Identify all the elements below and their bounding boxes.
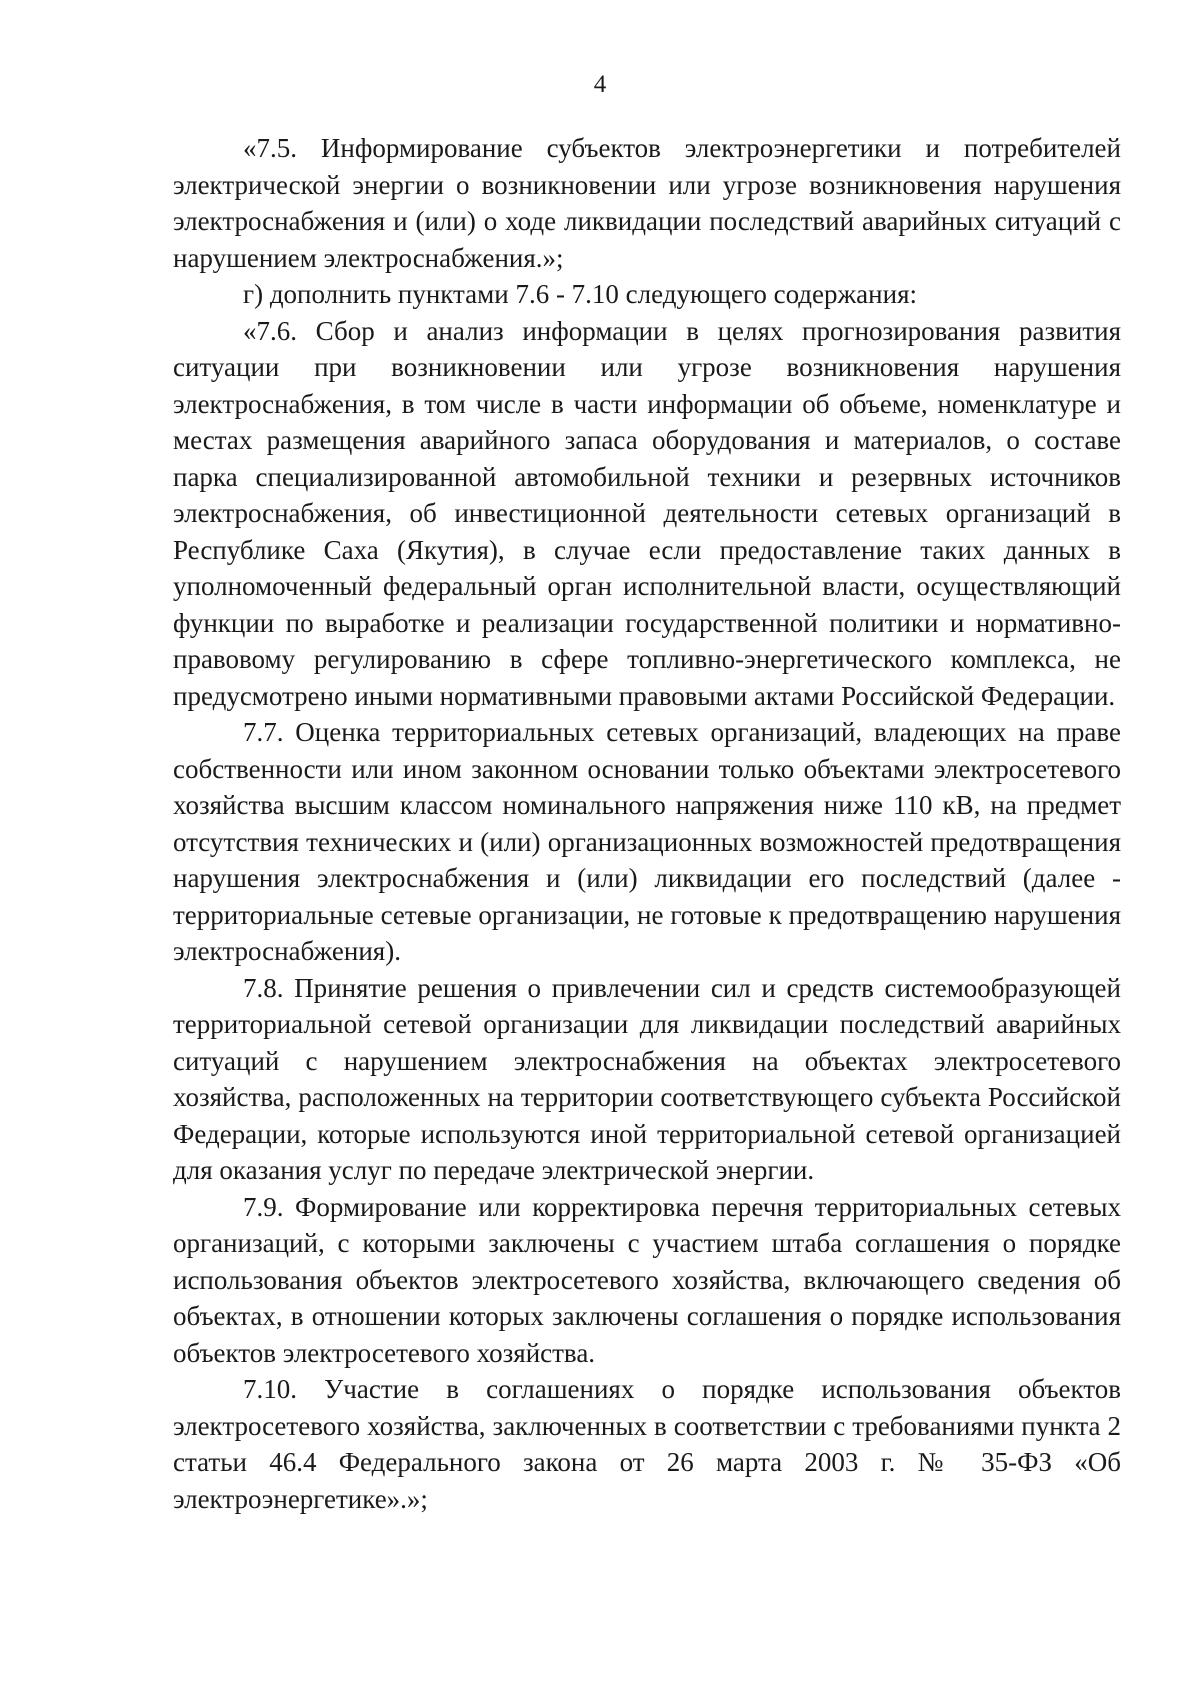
paragraph-7-10: 7.10. Участие в соглашениях о порядке использования объектов электросетевого хозяйства, заключенных в соответствии с требованиями пункта 2 статьи 46.4 Федерального закона от 26 марта 2003 г. № 35-ФЗ «Об электроэнергетике».»; — [173, 1374, 1121, 1514]
paragraph-7-9: 7.9. Формирование или корректировка перечня территориальных сетевых организаций, с которыми заключены с участием штаба соглашения о порядке использования объектов электросетевого хозяйства, включающего сведения об объектах, в отношении которых заключены соглашения о порядке использования объектов электросетевого хозяйства. — [173, 1191, 1121, 1368]
page-number: 4 — [593, 71, 607, 98]
paragraph-7-8: 7.8. Принятие решения о привлечении сил и средств системообразующей территориальной сетевой организации для ликвидации последствий аварийных ситуаций с нарушением электроснабжения на объектах электросетевого хозяйства, расположенных на территории соответствующего субъекта Российской Федерации, которые используются иной территориальной сетевой организацией для оказания услуг по передаче электрической энергии. — [173, 972, 1121, 1185]
paragraph-7-6: «7.6. Сбор и анализ информации в целях прогнозирования развития ситуации при возникновении или угрозе возникновения нарушения электроснабжения, в том числе в части информации об объеме, номенклатуре и местах размещения аварийного запаса оборудования и материалов, о составе парка специализированной автомобильной техники и резервных источников электроснабжения, об инвестиционной деятельности сетевых организаций в Республике Саха (Якутия), в случае если предоставление таких данных в уполномоченный федеральный орган исполнительной власти, осуществляющий функции по выработке и реализации государственной политики и нормативно-правовому регулированию в сфере топливно-энергетического комплекса, не предусмотрено иными нормативными правовыми актами Российской Федерации. — [173, 315, 1121, 711]
paragraph-amendment-g: г) дополнить пунктами 7.6 - 7.10 следующего содержания: — [243, 279, 917, 309]
paragraph-7-7: 7.7. Оценка территориальных сетевых организаций, владеющих на праве собственности или ином законном основании только объектами электросетевого хозяйства высшим классом номинального напряжения ниже 110 кВ, на предмет отсутствия технических и (или) организационных возможностей предотвращения нарушения электроснабжения и (или) ликвидации его последствий (далее - территориальные сетевые организации, не готовые к предотвращению нарушения электроснабжения). — [173, 717, 1121, 966]
paragraph-7-5: «7.5. Информирование субъектов электроэнергетики и потребителей электрической энергии о возникновении или угрозе возникновения нарушения электроснабжения и (или) о ходе ликвидации последствий аварийных ситуаций с нарушением электроснабжения.»; — [173, 133, 1121, 273]
document-body — [173, 130, 1121, 1517]
